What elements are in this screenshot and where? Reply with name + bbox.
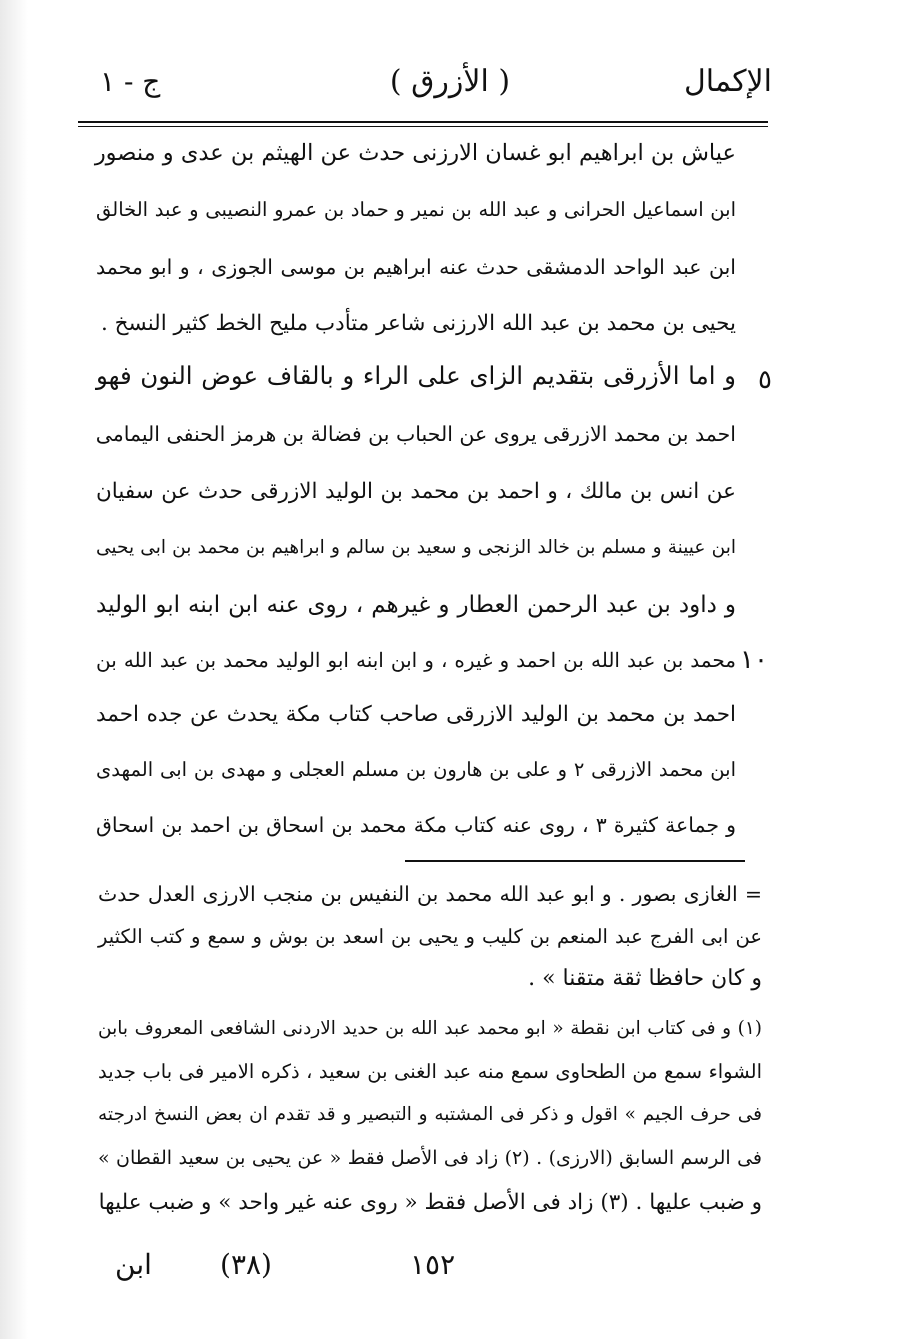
chapter-heading: ( الأزرق ) [389,64,511,99]
main-text-line: و داود بن عبد الرحمن العطار و غيرهم ، روى عنه ابن ابنه ابو الوليد [96,592,736,618]
main-text-line: محمد بن عبد الله بن احمد و غيره ، و ابن ابنه ابو الوليد محمد بن عبد الله بن [96,648,736,672]
footnote-line: عن ابى الفرج عبد المنعم بن كليب و يحيى بن اسعد بن بوش و سمع و كتب الكثير [98,925,762,948]
footnote-separator [405,860,745,862]
line-number-10: ١٠ [740,645,768,675]
footnote-line: و كان حافظا ثقة متقنا » . [528,966,762,991]
page-number: ١٥٢ [410,1248,456,1281]
footnote-line: فى حرف الجيم » اقول و ذكر فى المشتبه و التبصير و قد تقدم ان بعض النسخ ادرجته [98,1104,762,1125]
footnote-line: (١) و فى كتاب ابن نقطة « ابو محمد عبد الله بن حديد الاردنى الشافعى المعروف بابن [98,1018,762,1039]
book-title: الإكمال [683,64,772,99]
main-text-line: ابن محمد الازرقى ٢ و على بن هارون بن مسلم العجلى و مهدى بن ابى المهدى [96,758,736,781]
main-text-line: ابن اسماعيل الحرانى و عبد الله بن نمير و حماد بن عمرو النصيبى و عبد الخالق [96,198,736,221]
main-text-line: احمد بن محمد الازرقى يروى عن الحباب بن فضالة بن هرمز الحنفى اليمامى [95,422,736,446]
main-text-line: احمد بن محمد بن الوليد الازرقى صاحب كتاب مكة يحدث عن جده احمد [96,702,736,727]
main-text-line: و جماعة كثيرة ٣ ، روى عنه كتاب مكة محمد بن اسحاق بن احمد بن اسحاق [96,813,736,837]
volume-label: ج - ١ [100,65,161,98]
footnote-line: = الغازى بصور . و ابو عبد الله محمد بن النفيس بن منجب الارزى العدل حدث [98,882,762,906]
main-text-line: ابن عيينة و مسلم بن خالد الزنجى و سعيد بن سالم و ابراهيم بن محمد بن ابى يحيى [96,537,736,558]
footnote-line: فى الرسم السابق (الارزى) . (٢) زاد فى الأصل فقط « عن يحيى بن سعيد القطان » [98,1147,762,1169]
line-number-5: ٥ [758,365,772,395]
main-text-line: عياش بن ابراهيم ابو غسان الارزنى حدث عن الهيثم بن عدى و منصور [94,140,736,166]
footnote-line: و ضبب عليها . (٣) زاد فى الأصل فقط « روى عنه غير واحد » و ضبب عليها [98,1190,762,1215]
header-rule-thin [78,126,768,127]
main-text-line: ابن عبد الواحد الدمشقى حدث عنه ابراهيم بن موسى الجوزى ، و ابو محمد [96,255,736,279]
footnote-line: الشواء سمع من الطحاوى سمع منه عبد الغنى بن سعيد ، ذكره الامير فى باب جديد [98,1060,762,1083]
signature-mark: (٣٨) [220,1248,272,1281]
main-text-line: يحيى بن محمد بن عبد الله الارزنى شاعر متأدب مليح الخط كثير النسخ . [100,311,736,336]
main-text-line: و اما الأزرقى بتقديم الزاى على الراء و بالقاف عوض النون فهو [96,361,736,390]
catchword: ابن [115,1248,152,1281]
scan-margin-shadow [0,0,28,1339]
header-rule [78,121,768,123]
main-text-line: عن انس بن مالك ، و احمد بن محمد بن الوليد الازرقى حدث عن سفيان [96,479,736,504]
